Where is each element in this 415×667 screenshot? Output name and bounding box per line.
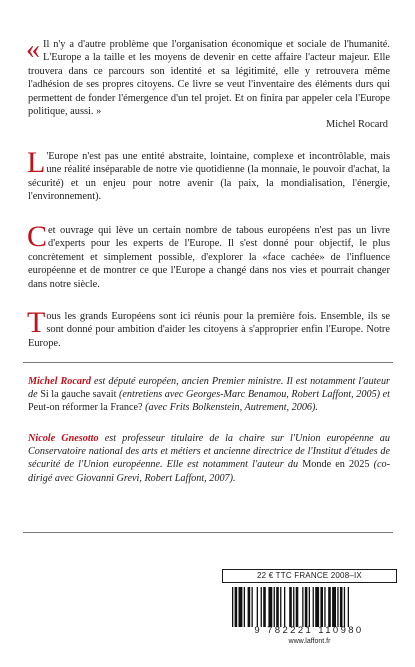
book-title: Si la gauche savait — [40, 389, 117, 401]
quote-author: Michel Rocard — [325, 119, 388, 130]
author-bio-rocard — [28, 375, 390, 415]
divider — [23, 362, 393, 363]
paragraph-ouvrage — [27, 220, 390, 291]
quote-block — [26, 34, 390, 118]
author-bio-gnesotto — [28, 432, 390, 485]
dropcap: T — [27, 306, 46, 339]
author-name: Nicole Gnesotto — [28, 433, 99, 444]
bio-text: (avec Frits Bolkenstein, Autrement, 2006). — [142, 402, 318, 414]
paragraph-europeens — [27, 306, 390, 350]
paragraph-text: et ouvrage qui lève un certain nombre de tabous européens n'est pas un livre d'experts pour les experts de l'Europe. Il s'est donné pour objectif, le plus concrètement et simplement possible, d'explorer la «face cachée» de l'influence européenne et de montrer ce que l'Europe a changé dans nos vies et pourrait changer dans notre siècle. — [28, 225, 390, 290]
dropcap: L — [27, 146, 46, 179]
bio-text: (entretiens avec Georges-Marc Benamou, Robert Laffont, 2005) et — [116, 389, 390, 401]
price-line: 22 € TTC FRANCE 2008–IX — [222, 569, 397, 583]
barcode-icon — [232, 587, 387, 627]
book-title: Peut-on réformer la France? — [28, 402, 143, 414]
dropcap: C — [27, 220, 48, 253]
bio-text: est professeur titulaire de la chaire sur l'Union européenne au Conservatoire national des arts et métiers et ancienne directrice de l'Institut d'études de sécurité de l'Union européenne. Elle est notamment l'auteur du — [28, 433, 390, 471]
bio-text: est député européen, ancien Premier ministre. Il est notamment l'auteur de — [28, 376, 390, 401]
quote-text: Il n'y a d'autre problème que l'organisation économique et sociale de l'humanité. L'Europe a la taille et les moyens de devenir en cette affaire l'acteur majeur. Elle trouvera dans ce parcours son identité et sa légitimité, elle y retrouvera même l'adhésion de ses propres citoyens. Ce livre se veut l'inventaire des éléments durs qui permettent de fonder l'émergence d'un tel projet. Et on finira par appeler cela l'Europe politique, aussi. » — [28, 39, 390, 118]
divider — [23, 532, 393, 533]
book-title: Monde en 2025 — [302, 459, 370, 471]
paragraph-text: ous les grands Européens sont ici réunis pour la première fois. Ensemble, ils se sont donné pour ambition d'aider les citoyens à s'approprier enfin l'Europe. Notre Europe. — [28, 311, 390, 349]
paragraph-text: 'Europe n'est pas une entité abstraite, lointaine, complexe et incontrôlable, mais une réalité inséparable de notre vie quotidienne (la monnaie, le pouvoir d'achat, la sécurité) et un enjeu pour notre avenir (la paix, la mondialisation, l'énergie, l'environnement). — [28, 151, 390, 203]
publisher-website: www.laffont.fr — [288, 638, 331, 645]
isbn-number: 9 782221 110980 — [254, 625, 364, 636]
quote-open-mark: « — [26, 34, 40, 65]
barcode-panel — [222, 569, 397, 649]
paragraph-europe — [27, 146, 390, 204]
author-name: Michel Rocard — [28, 376, 92, 387]
bio-text: (co-dirigé avec Giovanni Grevi, Robert Laffont, 2007). — [28, 459, 390, 484]
